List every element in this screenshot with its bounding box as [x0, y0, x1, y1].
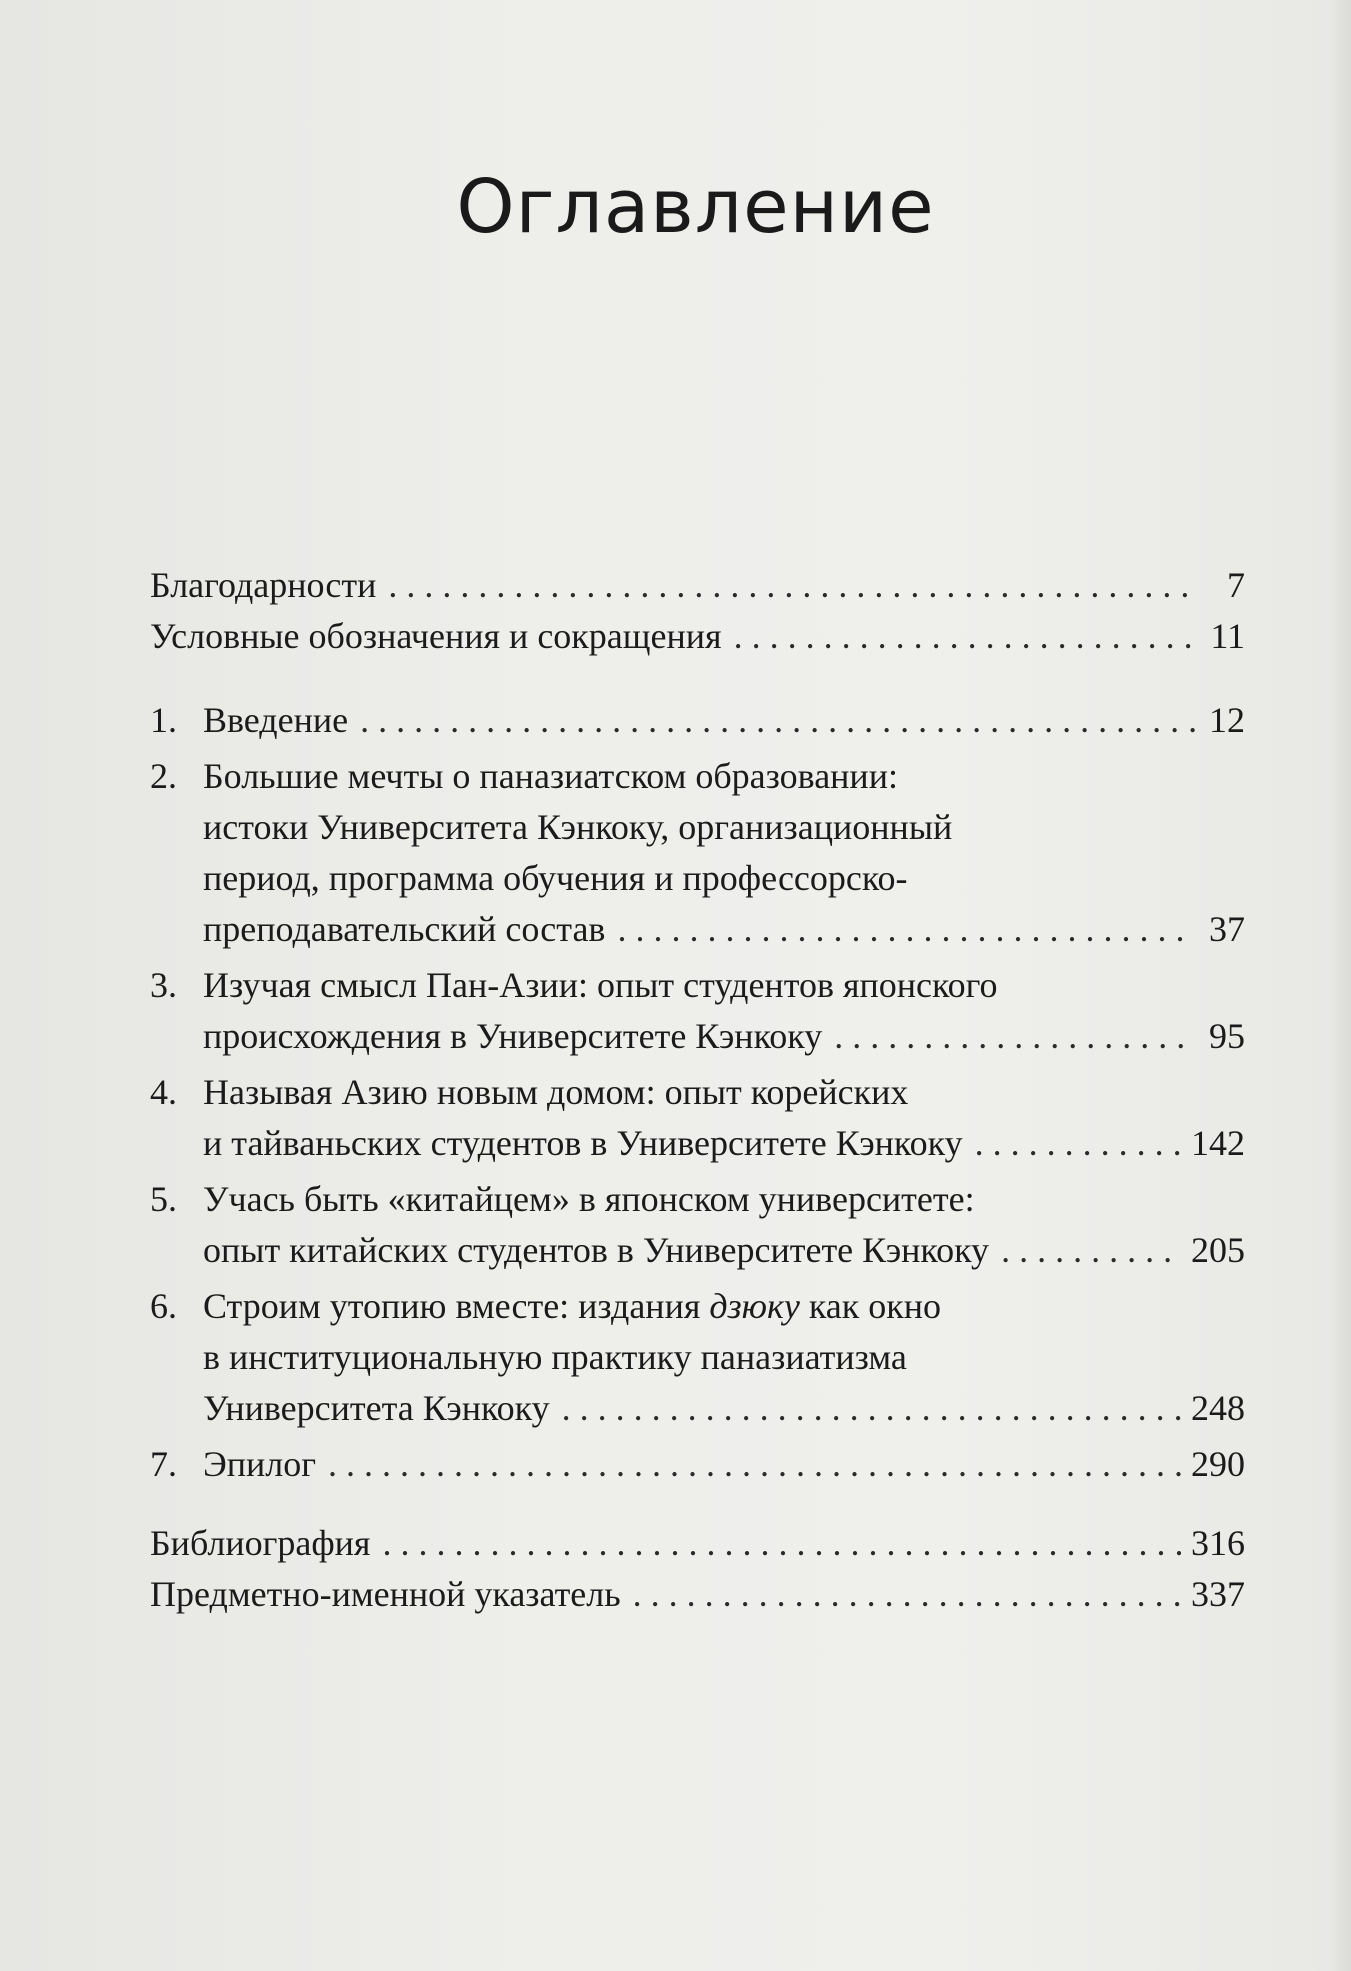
- toc-entry-text: как окно: [799, 1286, 942, 1326]
- toc-entry-chapter-4: [150, 1067, 1245, 1169]
- toc-page-number: 95: [1209, 1016, 1245, 1056]
- toc-page-number: 337: [1191, 1574, 1245, 1614]
- toc-entry-line: [203, 1281, 1245, 1332]
- toc-entry-line: Называя Азию новым домом: опыт корейских: [203, 1072, 909, 1112]
- toc-entry-text: Строим утопию вместе: издания: [203, 1286, 710, 1326]
- toc-entry-line: происхождения в Университете Кэнкоку: [203, 1016, 823, 1056]
- toc-entry-title: Условные обозначения и сокращения: [150, 616, 722, 656]
- toc-entry-title: Библиография: [150, 1523, 371, 1563]
- toc-page-number: 290: [1191, 1444, 1245, 1484]
- toc-page-number: 248: [1191, 1388, 1245, 1428]
- toc-entry-line: истоки Университета Кэнкоку, организационный: [203, 807, 953, 847]
- toc-entry-abbreviations: [150, 611, 1245, 662]
- toc-entry-index: [150, 1569, 1245, 1620]
- dot-leader: [617, 904, 1195, 955]
- table-of-contents: [150, 560, 1245, 1620]
- page-title: Оглавление: [456, 164, 935, 250]
- toc-entry-line: Учась быть «китайцем» в японском университете:: [203, 1179, 975, 1219]
- toc-page-number: 7: [1227, 565, 1245, 605]
- toc-entry-line: период, программа обучения и профессорско-: [203, 858, 908, 898]
- chapter-number: 2.: [150, 756, 177, 796]
- toc-entry-chapter-1: [150, 695, 1245, 746]
- dot-leader: [734, 611, 1195, 662]
- toc-entry-line: Университета Кэнкоку: [203, 1388, 550, 1428]
- toc-page-number: 205: [1191, 1230, 1245, 1270]
- toc-page-number: 142: [1191, 1123, 1245, 1163]
- toc-entry-line: в институциональную практику паназиатизма: [203, 1337, 907, 1377]
- toc-page-number: 37: [1209, 909, 1245, 949]
- toc-entry-italic-term: дзюку: [709, 1286, 800, 1326]
- section-spacer: [150, 662, 1245, 695]
- toc-entry-line: опыт китайских студентов в Университете Кэнкоку: [203, 1230, 990, 1270]
- dot-leader: [360, 695, 1195, 746]
- toc-entry-line: Изучая смысл Пан-Азии: опыт студентов японского: [203, 965, 998, 1005]
- page-edge-shadow: [1329, 0, 1351, 1971]
- toc-entry-title: Эпилог: [203, 1444, 317, 1484]
- dot-leader: [388, 560, 1195, 611]
- toc-page-number: 316: [1191, 1523, 1245, 1563]
- toc-entry-title: Благодарности: [150, 565, 377, 605]
- dot-leader: [975, 1118, 1181, 1169]
- toc-entry-line: и тайваньских студентов в Университете Кэнкоку: [203, 1123, 963, 1163]
- toc-page-number: 12: [1209, 700, 1245, 740]
- dot-leader: [834, 1011, 1195, 1062]
- chapter-number: 3.: [150, 965, 177, 1005]
- toc-entry-chapter-6: [150, 1281, 1245, 1434]
- toc-entry-chapter-7: [150, 1439, 1245, 1490]
- toc-entry-bibliography: [150, 1518, 1245, 1569]
- toc-entry-acknowledgements: [150, 560, 1245, 611]
- dot-leader: [1001, 1225, 1181, 1276]
- chapter-number: 1.: [150, 700, 177, 740]
- dot-leader: [328, 1439, 1181, 1490]
- dot-leader: [562, 1383, 1181, 1434]
- toc-entry-chapter-3: [150, 960, 1245, 1062]
- section-spacer: [150, 1490, 1245, 1518]
- toc-entry-title: Введение: [203, 700, 349, 740]
- toc-page-number: 11: [1210, 616, 1245, 656]
- toc-entry-chapter-5: [150, 1174, 1245, 1276]
- chapter-number: 7.: [150, 1444, 177, 1484]
- chapter-number: 6.: [150, 1286, 177, 1326]
- chapter-number: 4.: [150, 1072, 177, 1112]
- chapter-number: 5.: [150, 1179, 177, 1219]
- toc-entry-line: Большие мечты о паназиатском образовании:: [203, 756, 898, 796]
- dot-leader: [382, 1518, 1181, 1569]
- toc-entry-line: преподавательский состав: [203, 909, 606, 949]
- toc-entry-title: Предметно-именной указатель: [150, 1574, 621, 1614]
- dot-leader: [633, 1569, 1181, 1620]
- toc-entry-chapter-2: [150, 751, 1245, 955]
